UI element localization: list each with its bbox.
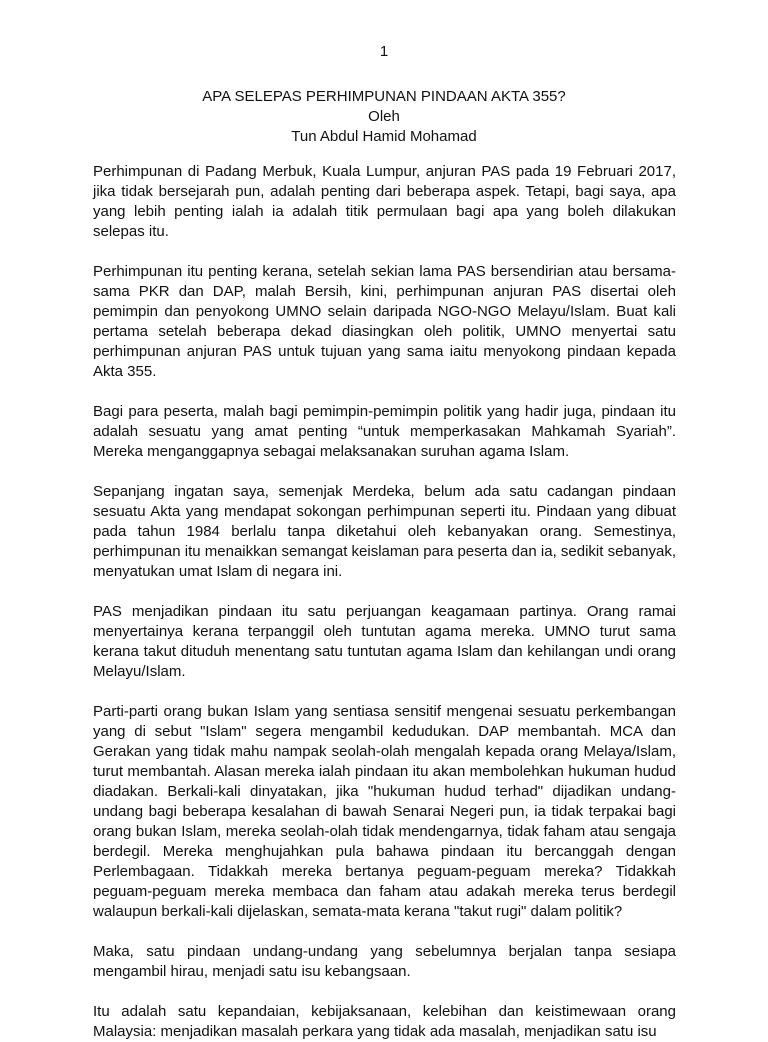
author-name: Tun Abdul Hamid Mohamad (291, 128, 477, 145)
page-number: 1 (379, 43, 389, 60)
paragraph-6: Parti-parti orang bukan Islam yang sentiasa sensitif mengenai sesuatu perkembangan yang di sebut "Islam" segera mengambil kedudukan. DAP membantah. MCA dan Gerakan yang tidak mahu nampak seolah-olah mengalah kepada orang Melaya/Islam, turut membantah. Alasan mereka ialah pindaan itu akan membolehkan hukuman hudud diadakan. Berkali-kali dinyatakan, jika "hukuman hudud terhad" dijadikan undang-undang bagi beberapa kesalahan di bawah Senarai Negeri pun, ia tidak terpakai bagi orang bukan Islam, mereka seolah-olah tidak mendengarnya, tidak faham atau sengaja berdegil. Mereka menghujahkan pula bahawa pindaan itu bercanggah dengan Perlembagaan. Tidakkah mereka bertanya peguam-peguam mereka? Tidakkah peguam-peguam mereka membaca dan faham atau adakah mereka terus berdegil walaupun berkali-kali dijelaskan, semata-mata kerana "takut rugi" dalam politik? (93, 703, 676, 920)
paragraph-8: Itu adalah satu kepandaian, kebijaksanaan, kelebihan dan keistimewaan orang Malaysia: menjadikan masalah perkara yang tidak ada masalah, menjadikan satu isu (93, 1003, 676, 1040)
title-block (0, 87, 768, 147)
paragraph-4: Sepanjang ingatan saya, semenjak Merdeka, belum ada satu cadangan pindaan sesuatu Akta yang mendapat sokongan perhimpunan seperti itu. Pindaan yang dibuat pada tahun 1984 berlalu tanpa diketahui oleh kebanyakan orang. Semestinya, perhimpunan itu menaikkan semangat keislaman para peserta dan ia, sedikit sebanyak, menyatukan umat Islam di negara ini. (93, 483, 676, 580)
article-body (93, 162, 676, 1042)
paragraph-1: Perhimpunan di Padang Merbuk, Kuala Lumpur, anjuran PAS pada 19 Februari 2017, jika tidak bersejarah pun, adalah penting dari beberapa aspek. Tetapi, bagi saya, apa yang lebih penting ialah ia adalah titik permulaan bagi apa yang boleh dilakukan selepas itu. (93, 163, 676, 240)
paragraph-7: Maka, satu pindaan undang-undang yang sebelumnya berjalan tanpa sesiapa mengambil hirau, menjadi satu isu kebangsaan. (93, 943, 676, 980)
article-title: APA SELEPAS PERHIMPUNAN PINDAAN AKTA 355? (202, 88, 566, 105)
paragraph-5: PAS menjadikan pindaan itu satu perjuangan keagamaan partinya. Orang ramai menyertainya kerana terpanggil oleh tuntutan agama mereka. UMNO turut sama kerana takut dituduh menentang satu tuntutan agama Islam dan kehilangan undi orang Melayu/Islam. (93, 603, 676, 680)
paragraph-3: Bagi para peserta, malah bagi pemimpin-pemimpin politik yang hadir juga, pindaan itu adalah sesuatu yang amat penting “untuk memperkasakan Mahkamah Syariah”. Mereka menganggapnya sebagai melaksanakan suruhan agama Islam. (93, 403, 676, 460)
paragraph-2: Perhimpunan itu penting kerana, setelah sekian lama PAS bersendirian atau bersama-sama PKR dan DAP, malah Bersih, kini, perhimpunan anjuran PAS disertai oleh pemimpin dan penyokong UMNO selain daripada NGO-NGO Melayu/Islam. Buat kali pertama setelah beberapa dekad diasingkan oleh politik, UMNO menyertai satu perhimpunan anjuran PAS untuk tujuan yang sama iaitu menyokong pindaan kepada Akta 355. (93, 263, 676, 380)
byline-label: Oleh (368, 108, 400, 125)
